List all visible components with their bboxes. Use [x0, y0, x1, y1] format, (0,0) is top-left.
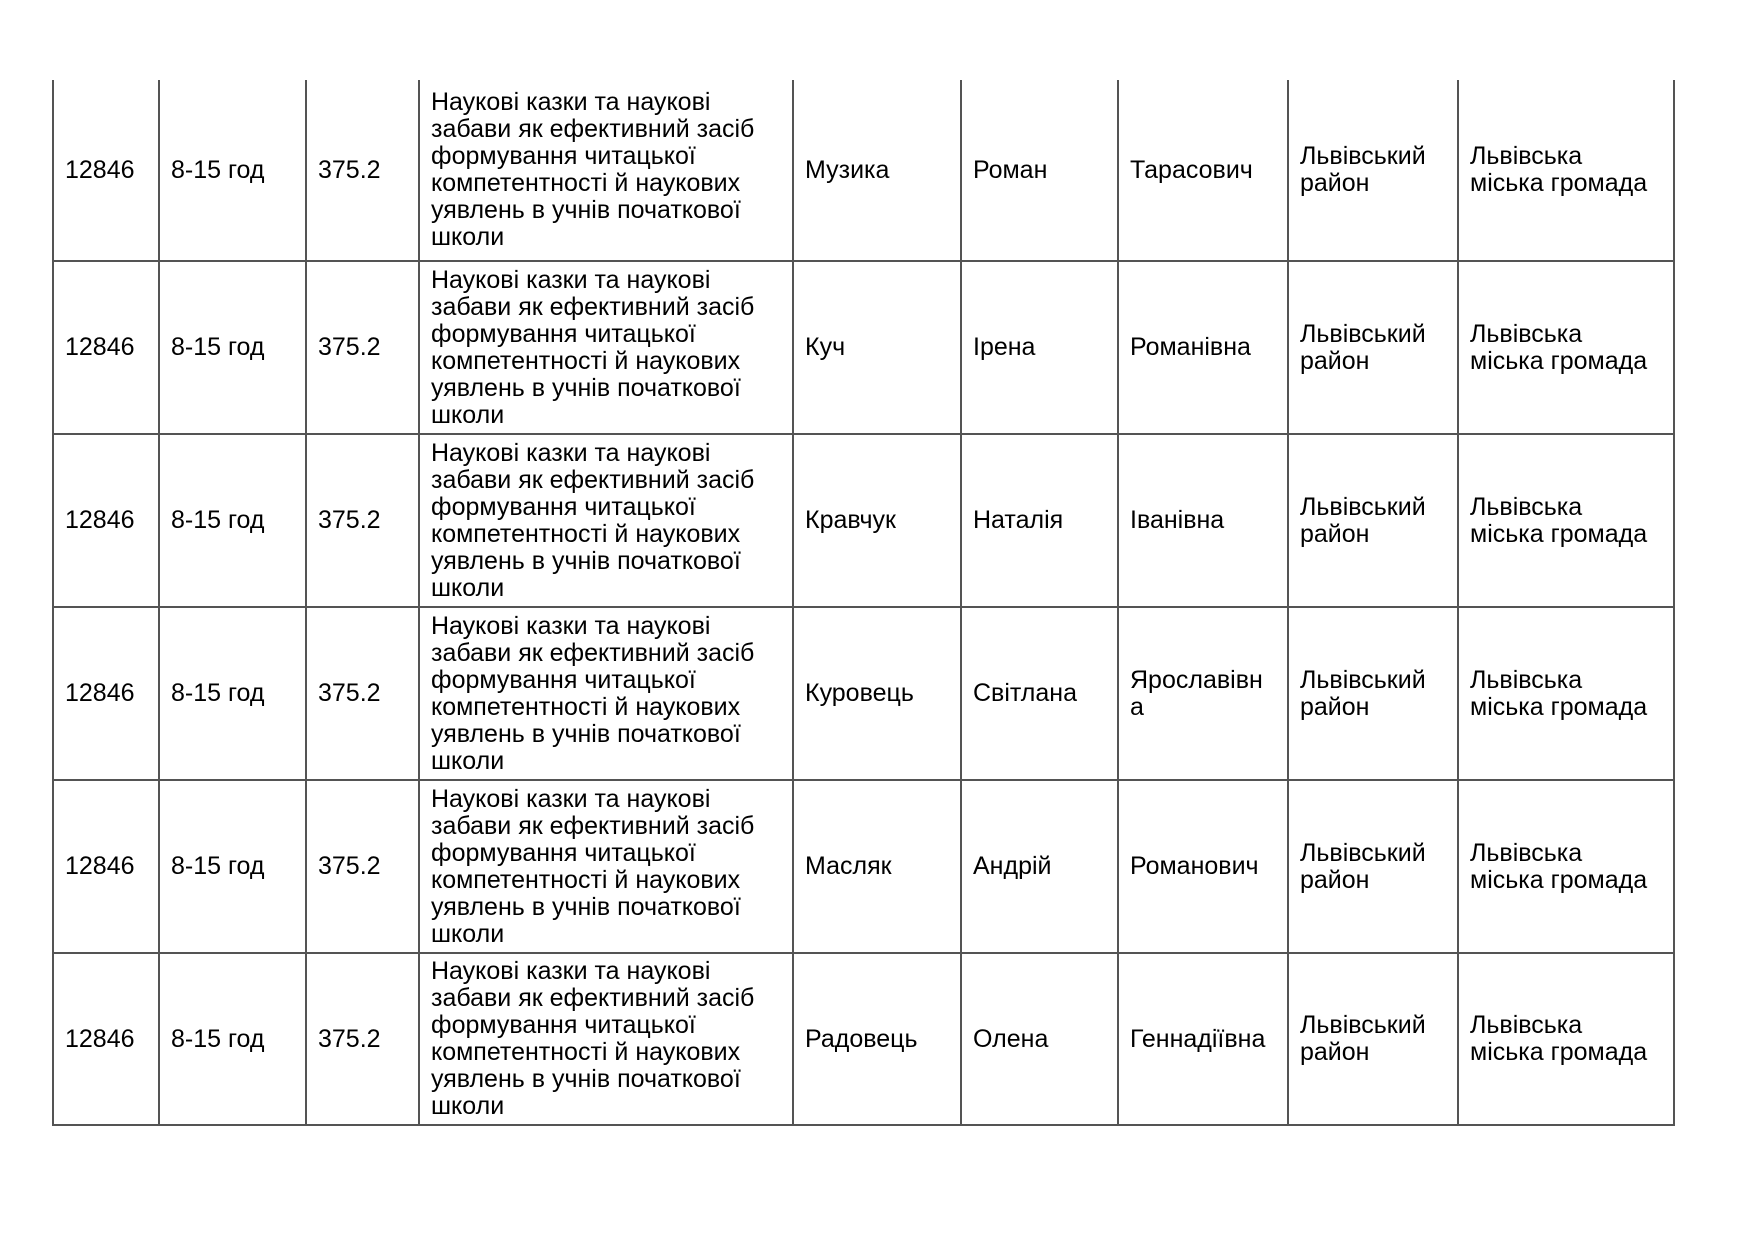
table-row: [53, 607, 1674, 780]
cell-session-id: 12846: [53, 434, 159, 607]
cell-course-title: Наукові казки та наукові забави як ефективний засіб формування читацької компетентності й наукових уявлень в учнів початкової школи: [419, 261, 793, 434]
table-row: [53, 434, 1674, 607]
cell-course-title: Наукові казки та наукові забави як ефективний засіб формування читацької компетентності й наукових уявлень в учнів початкової школи: [419, 607, 793, 780]
cell-hours: 8-15 год: [159, 80, 306, 261]
cell-first-name: Ірена: [961, 261, 1118, 434]
cell-district: Львівський район: [1288, 607, 1458, 780]
cell-community: Львівська міська громада: [1458, 434, 1674, 607]
cell-code: 375.2: [306, 434, 419, 607]
cell-last-name: Кравчук: [793, 434, 961, 607]
cell-community: Львівська міська громада: [1458, 80, 1674, 261]
cell-community: Львівська міська громада: [1458, 780, 1674, 953]
cell-session-id: 12846: [53, 607, 159, 780]
course-registry-table: [52, 80, 1675, 1126]
cell-last-name: Куровець: [793, 607, 961, 780]
cell-hours: 8-15 год: [159, 434, 306, 607]
cell-district: Львівський район: [1288, 434, 1458, 607]
cell-middle-name: Тарасович: [1118, 80, 1288, 261]
cell-last-name: Музика: [793, 80, 961, 261]
cell-course-title: Наукові казки та наукові забави як ефективний засіб формування читацької компетентності й наукових уявлень в учнів початкової школи: [419, 434, 793, 607]
cell-session-id: 12846: [53, 261, 159, 434]
cell-middle-name: Іванівна: [1118, 434, 1288, 607]
cell-course-title: Наукові казки та наукові забави як ефективний засіб формування читацької компетентності й наукових уявлень в учнів початкової школи: [419, 780, 793, 953]
table-row: [53, 953, 1674, 1125]
cell-middle-name: Романович: [1118, 780, 1288, 953]
cell-code: 375.2: [306, 607, 419, 780]
cell-middle-name: Геннадіївна: [1118, 953, 1288, 1125]
cell-hours: 8-15 год: [159, 953, 306, 1125]
cell-session-id: 12846: [53, 80, 159, 261]
table-row: [53, 80, 1674, 261]
cell-code: 375.2: [306, 261, 419, 434]
cell-community: Львівська міська громада: [1458, 953, 1674, 1125]
cell-district: Львівський район: [1288, 80, 1458, 261]
cell-middle-name: Ярославівна: [1118, 607, 1288, 780]
cell-hours: 8-15 год: [159, 607, 306, 780]
cell-district: Львівський район: [1288, 780, 1458, 953]
cell-hours: 8-15 год: [159, 261, 306, 434]
cell-last-name: Масляк: [793, 780, 961, 953]
cell-first-name: Наталія: [961, 434, 1118, 607]
cell-code: 375.2: [306, 780, 419, 953]
cell-community: Львівська міська громада: [1458, 261, 1674, 434]
cell-first-name: Роман: [961, 80, 1118, 261]
cell-community: Львівська міська громада: [1458, 607, 1674, 780]
cell-course-title: Наукові казки та наукові забави як ефективний засіб формування читацької компетентності й наукових уявлень в учнів початкової школи: [419, 80, 793, 261]
cell-last-name: Куч: [793, 261, 961, 434]
cell-first-name: Андрій: [961, 780, 1118, 953]
cell-first-name: Олена: [961, 953, 1118, 1125]
table-body: [53, 80, 1674, 1125]
cell-hours: 8-15 год: [159, 780, 306, 953]
cell-district: Львівський район: [1288, 953, 1458, 1125]
table-row: [53, 261, 1674, 434]
cell-session-id: 12846: [53, 953, 159, 1125]
cell-last-name: Радовець: [793, 953, 961, 1125]
table-row: [53, 780, 1674, 953]
cell-district: Львівський район: [1288, 261, 1458, 434]
cell-code: 375.2: [306, 953, 419, 1125]
cell-first-name: Світлана: [961, 607, 1118, 780]
cell-session-id: 12846: [53, 780, 159, 953]
cell-code: 375.2: [306, 80, 419, 261]
cell-course-title: Наукові казки та наукові забави як ефективний засіб формування читацької компетентності й наукових уявлень в учнів початкової школи: [419, 953, 793, 1125]
cell-middle-name: Романівна: [1118, 261, 1288, 434]
